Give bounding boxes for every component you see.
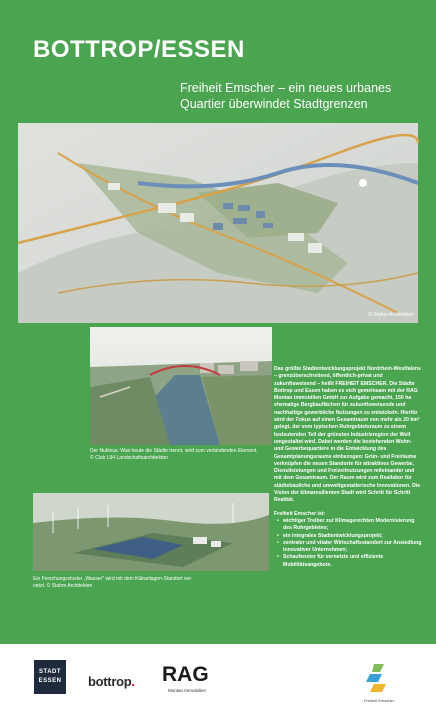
research-cluster-photo (33, 493, 269, 571)
list-item: • Schaufenster für vernetzte und effiziente Mobilitätsangebote. (279, 554, 422, 569)
caption-line: Der Nukleus: Was heute die Städte trennt, wird zum verbindenden Element. (90, 448, 258, 454)
rag-logo-text: RAG (162, 663, 209, 686)
logo-dot: . (131, 674, 135, 689)
subtitle-line: Freiheit Emscher – ein neues urbanes (180, 81, 392, 95)
canal-rendering (90, 327, 272, 445)
svg-text:.: . (349, 330, 351, 336)
hero-aerial-image (18, 123, 418, 336)
nucleus-caption (90, 448, 280, 462)
cluster-rendering (33, 493, 269, 571)
caption-line: netzt. © Stahm Architekten (33, 583, 93, 589)
logo-footer (0, 644, 436, 720)
nucleus-photo (90, 327, 272, 445)
list-heading: Freiheit Emscher ist: (274, 510, 326, 517)
rag-logo (162, 662, 210, 684)
caption-line: © Club L94 Landschaftsarchitekten (90, 455, 168, 461)
bottrop-logo (88, 674, 135, 689)
freiheit-emscher-logo-text: Freiheit Emscher (363, 698, 395, 703)
body-text-column (274, 366, 422, 569)
list-item: • wichtiger Treiber zur Klimagerechten Modernisierung des Ruhrgebietes; (279, 518, 422, 533)
body-paragraph: Das größte Stadtentwicklungsprojekt Nordrhein-Westfalens – grenzüberschreitend, öffentlich-privat und zukunftsweisend – heißt FREIHEIT EMSCHER. Die Städte Bottrop und Essen haben es sich gemeinsam mit der RAG Montan Immobilien GmbH zur Aufgabe gemacht, 150 ha ehemalige Bergbauflächen für zukunftsweisende und nachhaltige gewerbliche Nutzungen zu entwickeln. Hierfür wird der Fokus auf einen Gesamtraum von mehr als 20 km² gelegt, der vom typischen Ruhrgebietsraum zu einem bedeutenden Teil der grünsten Industrieregion der Welt umgestaltet wird. Dabei werden die bestehenden Wohn- und Gewerbequartiere in die Entwicklung des Gesamtplanungsraums einbezogen: Grün- und Freiräume verknüpfen die neuen Standorte für attraktives Gewerbe, Dienstleistungen und Freizeitnutzungen miteinander und mit dem Gesamtraum. Der Raum wird zum Reallabor für städtebauliche und umweltgestalterische Innovationen. Die Vision der klimaresilienten Stadt wird Schritt für Schritt Realität. (274, 366, 421, 504)
logo-text: STADT (38, 669, 62, 675)
stadt-essen-logo (34, 660, 66, 694)
hero-credit: © Stahm Architekten (368, 312, 414, 318)
list-item: • zentraler und vitaler Wirtschaftsstandort zur Ansiedlung innovativer Unternehmen; (279, 540, 422, 555)
logo-text: bottrop (88, 674, 132, 689)
feature-list (274, 518, 422, 569)
subtitle-line: Quartier überwindet Stadtgrenzen (180, 97, 368, 111)
research-cluster-caption (33, 576, 273, 590)
page-title: BOTTROP/ESSEN (33, 36, 245, 63)
freiheit-emscher-logo-icon (362, 660, 396, 700)
aerial-rendering (18, 123, 418, 336)
rag-logo-subtitle: Montan Immobilien (167, 688, 207, 693)
caption-line: Ein Forschungscluster „Wasser" wird mit dem Kläranlagen-Standort ver- (33, 576, 193, 582)
page-subtitle (180, 80, 420, 112)
logo-text: ESSEN (38, 678, 62, 684)
list-item: • ein integrales Stadtentwicklungsprojekt; (279, 533, 422, 540)
